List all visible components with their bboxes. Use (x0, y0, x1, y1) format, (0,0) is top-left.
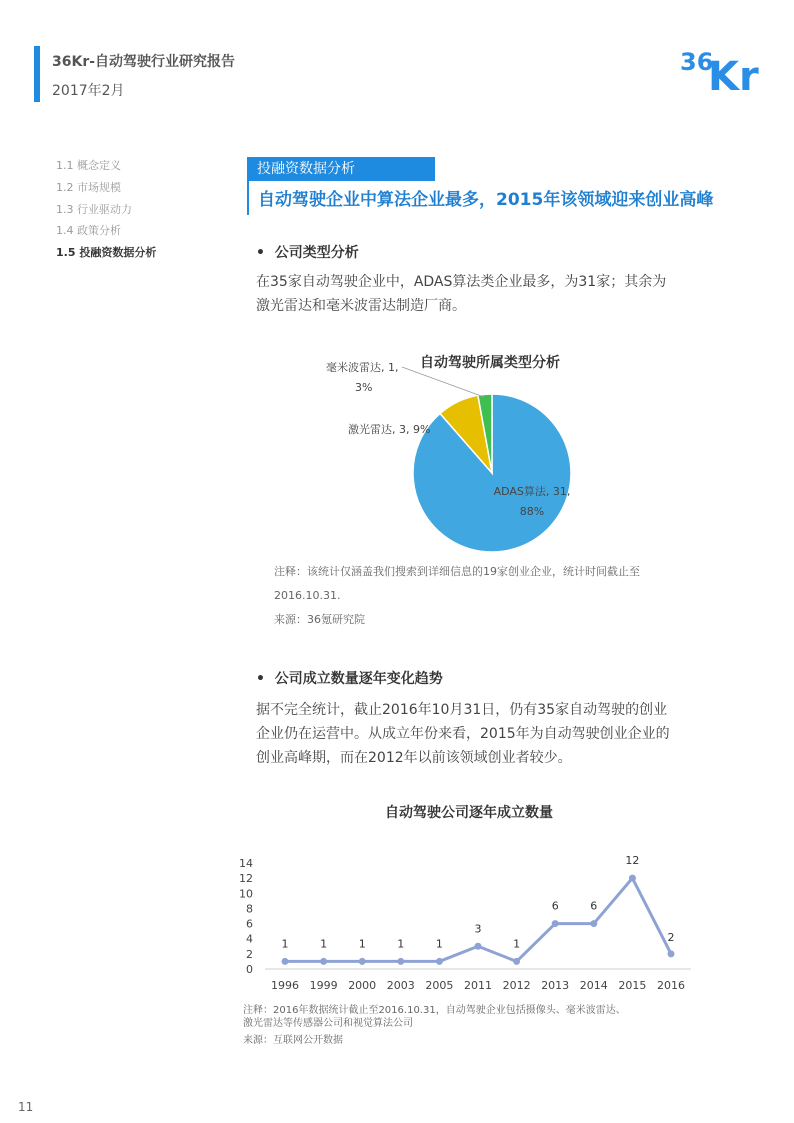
company-type-paragraph (256, 270, 736, 318)
y-axis-ticks (239, 857, 253, 976)
data-label: 1 (320, 937, 328, 951)
section-tab: 投融资数据分析 (247, 157, 435, 181)
pie-leader-line (402, 367, 484, 397)
x-tick-label: 2014 (579, 979, 608, 992)
note-line: 注释：2016年数据统计截止至2016.10.31，自动驾驶企业包括摄像头、毫米波雷达、 (243, 1005, 626, 1016)
note-line: 注释：该统计仅涵盖我们搜索到详细信息的19家创业企业，统计时间截止至 (274, 565, 640, 578)
data-label: 1 (435, 937, 443, 951)
logo-number: 36 (680, 48, 714, 76)
y-tick-label: 10 (239, 887, 253, 901)
page-number: 11 (18, 1100, 34, 1114)
nav-item-concept[interactable]: 1.1 概念定义 (56, 159, 121, 172)
x-tick-label: 2000 (348, 979, 377, 992)
x-tick-label: 2003 (386, 979, 415, 992)
logo-kr: Kr (708, 54, 759, 96)
pie-chart (300, 345, 630, 560)
data-label: 1 (397, 937, 405, 951)
y-tick-label: 14 (239, 857, 253, 870)
para-line: 在35家自动驾驶企业中，ADAS算法类企业最多，为31家；其余为 (256, 274, 667, 290)
pie-label-mmwave-line2: 3% (355, 381, 373, 394)
line-chart-note (243, 1004, 713, 1047)
pie-chart-title: 自动驾驶所属类型分析 (420, 355, 560, 371)
y-tick-label: 4 (246, 932, 253, 946)
x-tick-label: 2013 (541, 979, 570, 992)
para-line: 激光雷达和毫米波雷达制造厂商。 (256, 298, 466, 314)
pie-chart-source: 来源：36氪研究院 (274, 613, 365, 626)
line-chart-title: 自动驾驶公司逐年成立数量 (385, 805, 553, 821)
x-tick-label: 2005 (425, 979, 454, 992)
nav-item-policy[interactable]: 1.4 政策分析 (56, 224, 121, 237)
data-point (590, 920, 597, 927)
data-label: 3 (474, 922, 482, 936)
data-label: 12 (625, 854, 640, 868)
y-tick-label: 2 (246, 947, 253, 961)
data-point (436, 958, 443, 965)
pie-label-adas-line1: ADAS算法, 31, (493, 485, 571, 498)
data-point (359, 958, 366, 965)
pie-slices (413, 394, 571, 552)
x-tick-label: 2016 (657, 979, 685, 992)
nav-item-market-size[interactable]: 1.2 市场规模 (56, 181, 121, 194)
logo-36kr (680, 40, 766, 96)
data-point (475, 943, 482, 950)
y-tick-label: 12 (239, 872, 253, 886)
data-point (397, 958, 404, 965)
data-label: 1 (513, 937, 521, 951)
y-tick-label: 6 (246, 917, 253, 931)
report-date: 2017年2月 (52, 83, 125, 99)
para-line: 据不完全统计，截止2016年10月31日，仍有35家自动驾驶的创业 (256, 702, 668, 718)
para-line: 企业仍在运营中。从成立年份来看，2015年为自动驾驶创业企业的 (256, 726, 670, 742)
x-axis-ticks (271, 979, 685, 992)
founding-trend-paragraph (256, 698, 736, 770)
line-chart (225, 795, 715, 1000)
data-point (668, 950, 675, 957)
note-line: 激光雷达等传感器公司和视觉算法公司 (243, 1018, 413, 1029)
data-label: 2 (667, 930, 675, 944)
data-label: 6 (590, 899, 598, 913)
bullet-dot: • (256, 245, 275, 261)
data-label: 1 (281, 937, 289, 951)
data-label: 1 (358, 937, 366, 951)
section-divider (247, 181, 249, 215)
bullet-company-type (256, 242, 359, 262)
x-tick-label: 2012 (502, 979, 531, 992)
bullet-dot: • (256, 671, 275, 687)
data-point (513, 958, 520, 965)
bullet-founding-trend-label: 公司成立数量逐年变化趋势 (274, 671, 443, 687)
report-title: 36Kr-自动驾驶行业研究报告 (52, 54, 236, 70)
x-tick-label: 2011 (464, 979, 492, 992)
section-headline: 自动驾驶企业中算法企业最多，2015年该领域迎来创业高峰 (258, 190, 714, 210)
data-point (282, 958, 289, 965)
nav-item-drivers[interactable]: 1.3 行业驱动力 (56, 203, 132, 216)
nav-item-investment[interactable]: 1.5 投融资数据分析 (56, 246, 157, 259)
note-line: 2016.10.31. (274, 589, 341, 602)
pie-label-lidar: 激光雷达, 3, 9% (348, 423, 431, 436)
header-accent-bar (34, 46, 40, 102)
y-tick-label: 0 (246, 963, 253, 976)
bullet-company-type-label: 公司类型分析 (274, 245, 359, 261)
x-tick-label: 1996 (271, 979, 299, 992)
pie-chart-note (274, 560, 744, 632)
data-point (629, 875, 636, 882)
para-line: 创业高峰期，而在2012年以前该领域创业者较少。 (256, 750, 572, 766)
x-tick-label: 2015 (618, 979, 647, 992)
data-point (552, 920, 559, 927)
pie-label-adas-line2: 88% (519, 505, 545, 518)
line-series (282, 854, 675, 965)
data-point (320, 958, 327, 965)
x-tick-label: 1999 (309, 979, 338, 992)
line-chart-source: 来源：互联网公开数据 (243, 1035, 343, 1046)
y-tick-label: 8 (246, 902, 253, 916)
bullet-founding-trend (256, 668, 443, 688)
data-label: 6 (551, 899, 559, 913)
pie-label-mmwave-line1: 毫米波雷达, 1, (326, 361, 399, 374)
